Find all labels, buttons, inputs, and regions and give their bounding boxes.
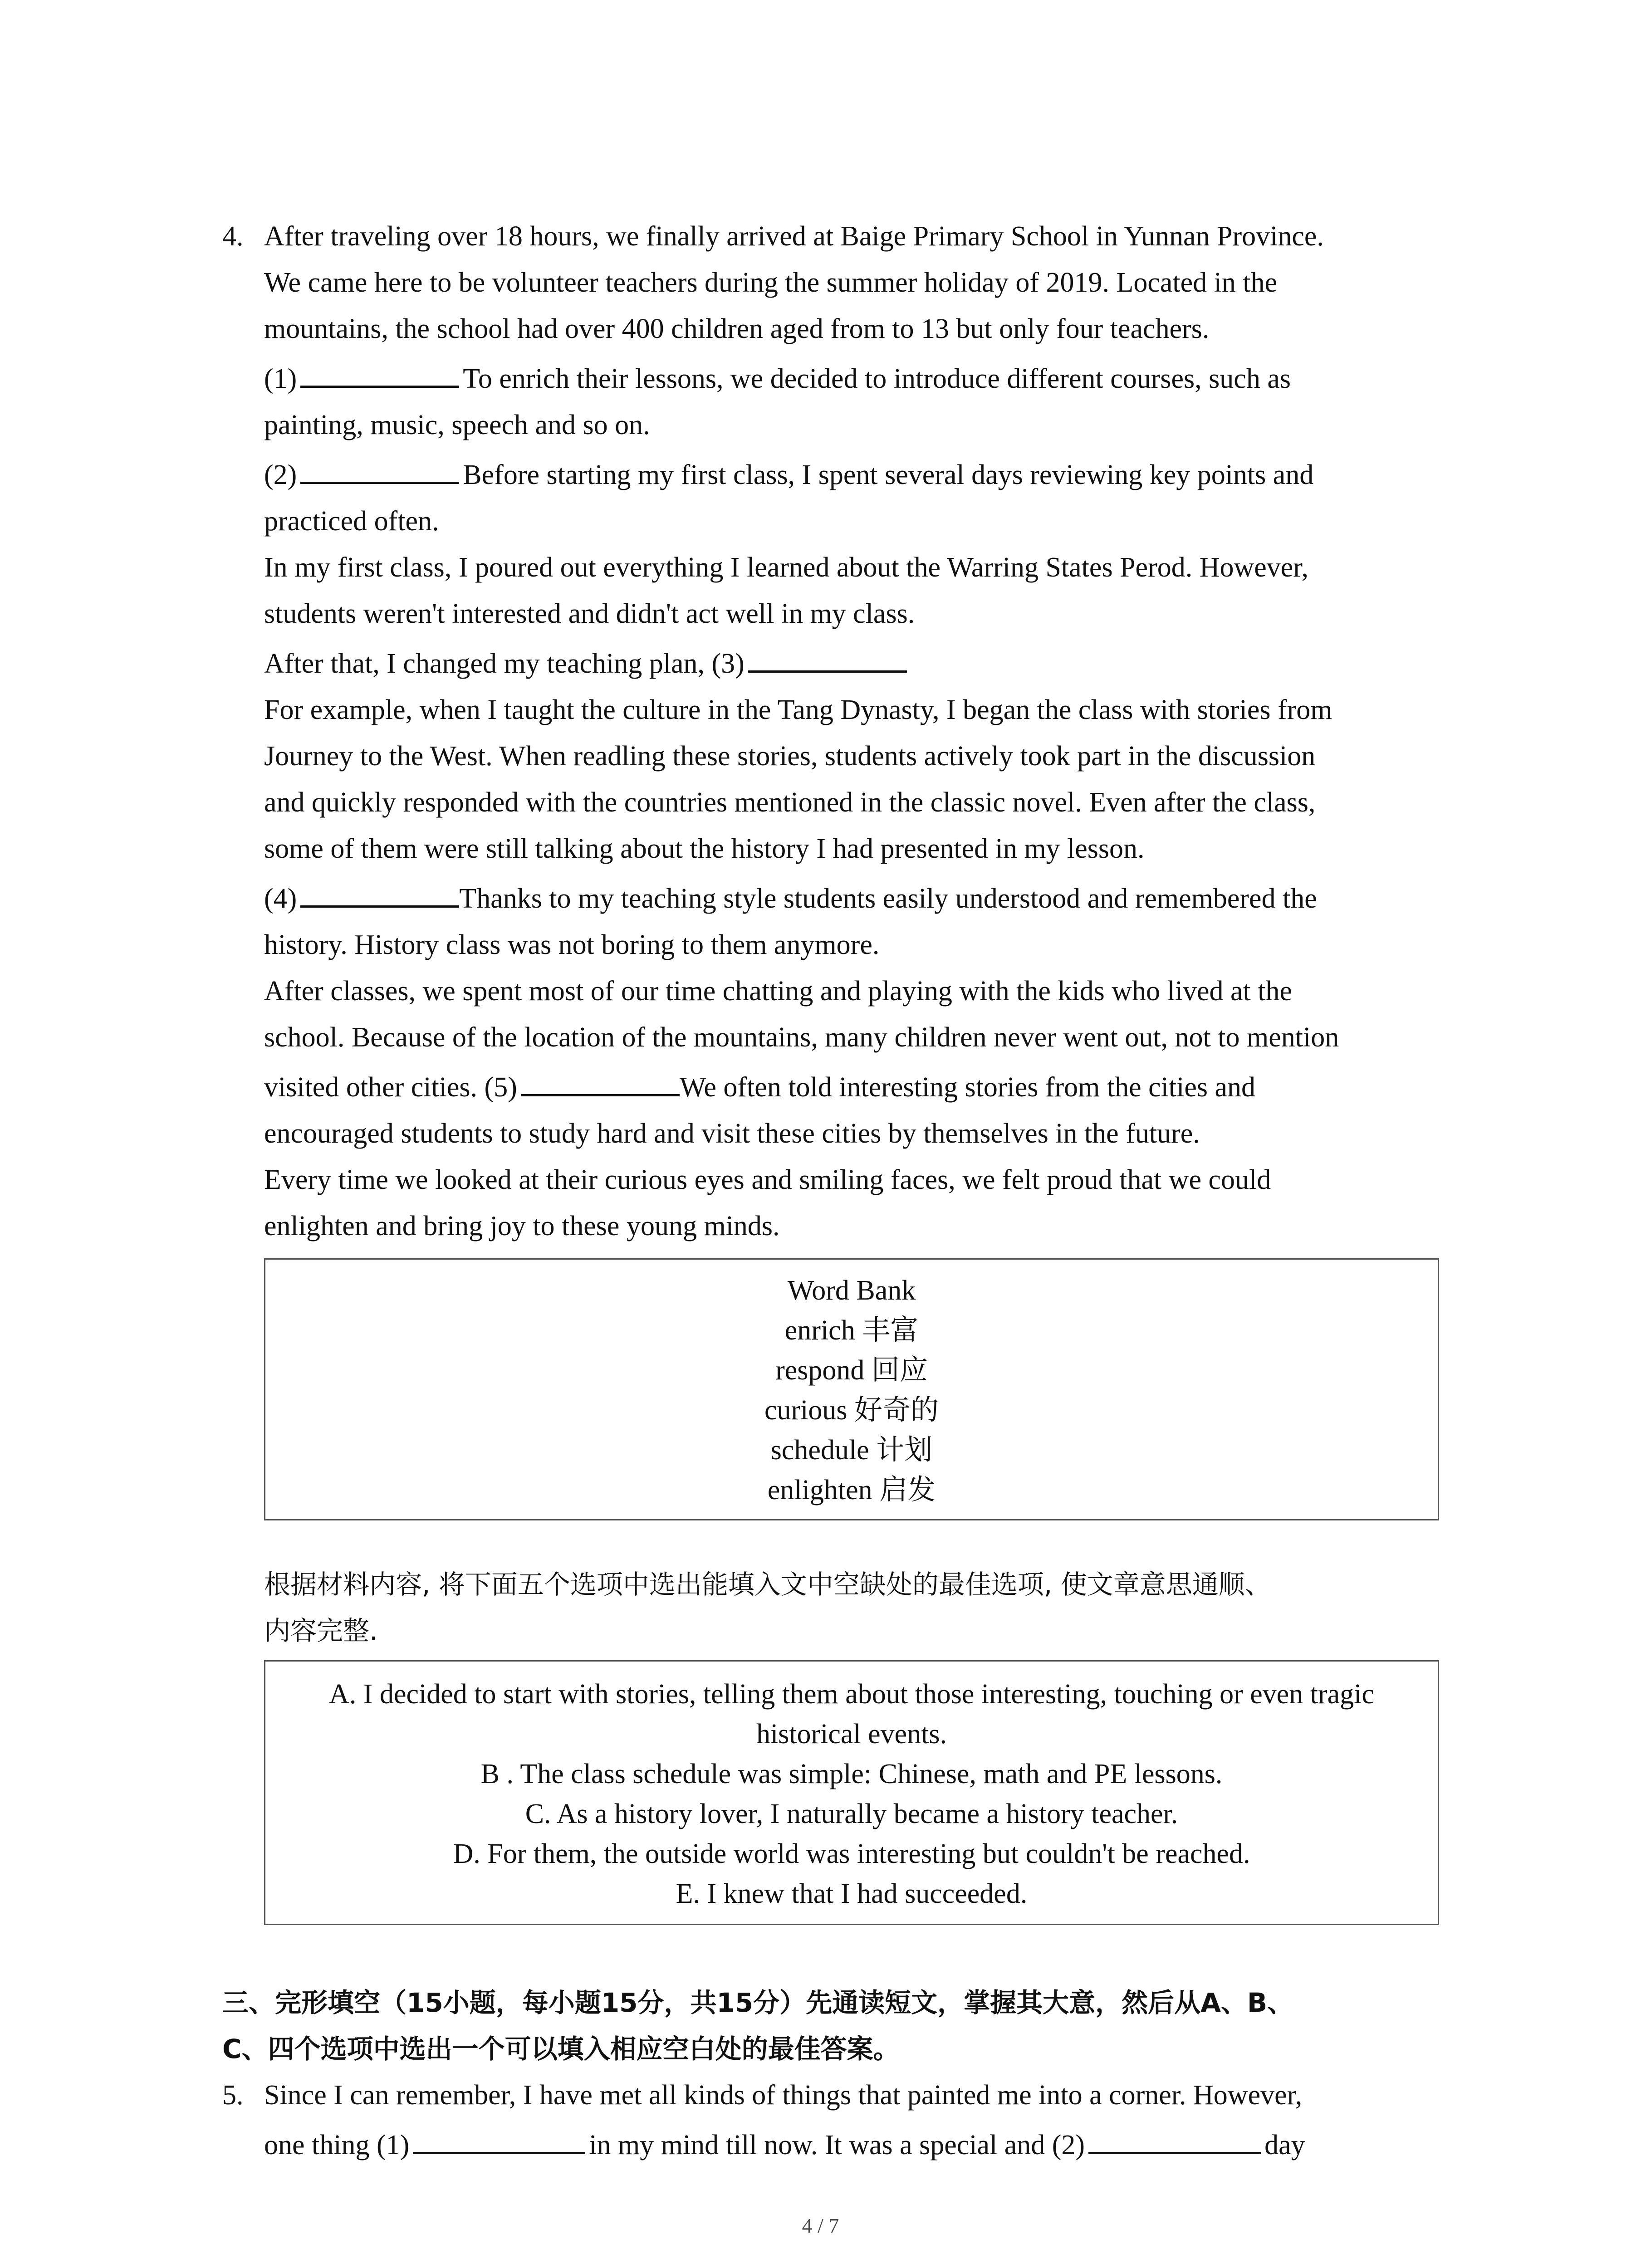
text-span: day (1264, 2130, 1305, 2160)
text-line: some of them were still talking about the history I had presented in my lesson. (264, 833, 1145, 864)
question-5 (222, 2072, 1438, 2168)
text-line: and quickly responded with the countries mentioned in the classic novel. Even after the class, (264, 787, 1316, 818)
text-line: painting, music, speech and so on. (264, 410, 650, 440)
section-title-line: C、四个选项中选出一个可以填入相应空白处的最佳答案。 (222, 2033, 900, 2064)
answer-blank-3[interactable] (748, 642, 907, 673)
option-a[interactable]: A. I decided to start with stories, telling them about those interesting, touching or even tragic (329, 1679, 1374, 1710)
text-span: in my mind till now. It was a special and (2) (589, 2130, 1085, 2160)
blank-line (264, 2122, 1438, 2168)
cloze-blank-2[interactable] (1088, 2124, 1261, 2154)
blank-label: (4) (264, 883, 297, 914)
page-content (222, 213, 1438, 2168)
text-span: visited other cities. (5) (264, 1072, 517, 1103)
answer-blank-1[interactable] (300, 357, 459, 388)
text-line: For example, when I taught the culture in the Tang Dynasty, I began the class with stories from (264, 694, 1332, 725)
blank-line-4 (264, 875, 1438, 922)
option-c[interactable]: C. As a history lover, I naturally became a history teacher. (525, 1799, 1178, 1829)
text-span: one thing (1) (264, 2130, 410, 2160)
question-number: 4. (222, 221, 244, 252)
text-span: Thanks to my teaching style students easily understood and remembered the (459, 883, 1317, 914)
text-span: After that, I changed my teaching plan, (3) (264, 648, 745, 679)
text-line: encouraged students to study hard and visit these cities by themselves in the future. (264, 1118, 1200, 1149)
word-bank-item: respond 回应 (775, 1355, 928, 1386)
cloze-blank-1[interactable] (413, 2124, 585, 2154)
word-bank-box (264, 1258, 1439, 1520)
text-line: practiced often. (264, 506, 439, 537)
text-line: We came here to be volunteer teachers during the summer holiday of 2019. Located in the (264, 267, 1278, 298)
text-line: mountains, the school had over 400 children aged from to 13 but only four teachers. (264, 313, 1210, 344)
instruction-line: 根据材料内容, 将下面五个选项中选出能填入文中空缺处的最佳选项, 使文章意思通顺、 (264, 1569, 1271, 1600)
text-line: Every time we looked at their curious eyes and smiling faces, we felt proud that we could (264, 1164, 1271, 1195)
passage-body (222, 356, 1438, 1249)
word-bank-item: schedule 计划 (770, 1435, 933, 1466)
text-line: history. History class was not boring to them anymore. (264, 929, 880, 960)
text-line: Since I can remember, I have met all kinds of things that painted me into a corner. However, (264, 2080, 1303, 2111)
answer-blank-5[interactable] (521, 1066, 680, 1096)
word-bank-item: enrich 丰富 (784, 1315, 919, 1346)
text-span: We often told interesting stories from the cities and (679, 1072, 1255, 1103)
text-line: After traveling over 18 hours, we finally arrived at Baige Primary School in Yunnan Province. (264, 221, 1324, 252)
blank-line-3 (264, 640, 1438, 687)
question-4 (222, 213, 1438, 352)
blank-line-5 (264, 1064, 1438, 1110)
text-line: Journey to the West. When readling these stories, students actively took part in the discussion (264, 741, 1316, 772)
options-box (264, 1660, 1439, 1925)
option-d[interactable]: D. For them, the outside world was interesting but couldn't be reached. (453, 1838, 1250, 1869)
text-line: students weren't interested and didn't act well in my class. (264, 598, 915, 629)
text-line: After classes, we spent most of our time chatting and playing with the kids who lived at the (264, 976, 1292, 1007)
text-line: enlighten and bring joy to these young minds. (264, 1211, 780, 1242)
text-span: Before starting my first class, I spent several days reviewing key points and (463, 459, 1314, 490)
text-line: school. Because of the location of the mountains, many children never went out, not to mention (264, 1022, 1339, 1053)
instruction-line: 内容完整. (264, 1615, 378, 1646)
blank-line-2 (264, 452, 1438, 498)
option-a-cont: historical events. (756, 1719, 947, 1750)
answer-blank-2[interactable] (300, 454, 459, 484)
option-e[interactable]: E. I knew that I had succeeded. (676, 1878, 1028, 1909)
blank-line-1 (264, 356, 1438, 402)
text-line: In my first class, I poured out everything I learned about the Warring States Perod. However, (264, 552, 1308, 583)
word-bank-title: Word Bank (787, 1275, 916, 1306)
answer-blank-4[interactable] (300, 877, 459, 908)
word-bank-item: curious 好奇的 (764, 1395, 939, 1426)
text-span: To enrich their lessons, we decided to introduce different courses, such as (463, 363, 1291, 394)
question-number: 5. (222, 2080, 244, 2111)
section-3-heading (222, 1980, 1438, 2072)
page-number: 4 / 7 (802, 2214, 839, 2237)
word-bank-item: enlighten 启发 (767, 1475, 936, 1505)
blank-label: (2) (264, 459, 297, 490)
section-title-line: 三、完形填空（15小题，每小题15分，共15分）先通读短文，掌握其大意，然后从A、B、 (222, 1987, 1294, 2018)
blank-label: (1) (264, 363, 297, 394)
instruction (222, 1561, 1438, 1654)
option-b[interactable]: B . The class schedule was simple: Chinese, math and PE lessons. (480, 1759, 1223, 1789)
